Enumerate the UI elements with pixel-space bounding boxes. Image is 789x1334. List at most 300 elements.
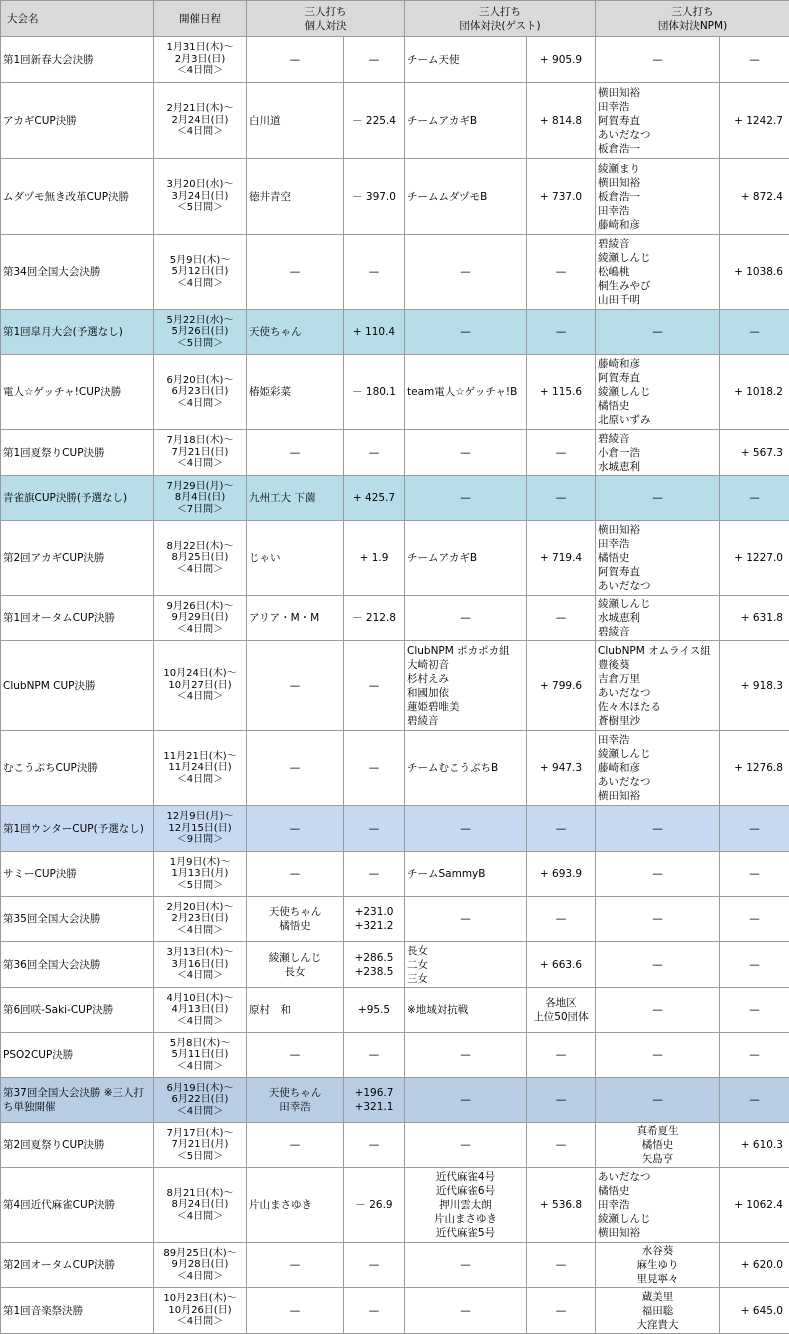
schedule-line: 10月24日(木)～ xyxy=(156,668,244,680)
guest-score-line: — xyxy=(529,912,593,926)
npm-score-cell xyxy=(720,731,789,806)
npm-members-line: 桐生みやび xyxy=(598,279,717,293)
guest-team-line: 碧綾音 xyxy=(407,714,524,728)
individual-player-cell xyxy=(247,235,344,310)
schedule-line: 7月21日(日) xyxy=(156,447,244,459)
npm-score-line: + 872.4 xyxy=(722,190,783,204)
tournament-name-cell: 第1回新春大会決勝 xyxy=(1,37,154,83)
tournament-name-cell: 第34回全国大会決勝 xyxy=(1,235,154,310)
individual-player-line: — xyxy=(249,1048,341,1062)
npm-score-line: — xyxy=(722,1003,787,1017)
npm-score-cell xyxy=(720,1078,789,1123)
npm-members-line: 綾瀬しんじ xyxy=(598,747,717,761)
individual-player-cell xyxy=(247,1243,344,1288)
schedule-line: 10月26日(日) xyxy=(156,1305,244,1317)
npm-members-line: 田幸浩 xyxy=(598,733,717,747)
npm-members-line: 綾瀬まり xyxy=(598,162,717,176)
schedule-line: 12月15日(日) xyxy=(156,823,244,835)
individual-score-line: — xyxy=(346,53,402,67)
table-row xyxy=(1,310,789,355)
schedule-line: 2月23日(日) xyxy=(156,913,244,925)
guest-score-line: — xyxy=(529,1048,593,1062)
individual-player-cell xyxy=(247,310,344,355)
guest-score-cell xyxy=(527,430,596,476)
individual-player-cell xyxy=(247,1168,344,1243)
npm-members-cell xyxy=(596,159,720,235)
npm-score-cell xyxy=(720,988,789,1033)
npm-members-line: 阿賀寿直 xyxy=(598,371,717,385)
schedule-line: 5月22日(水)～ xyxy=(156,315,244,327)
individual-player-cell xyxy=(247,731,344,806)
schedule-cell xyxy=(154,159,247,235)
table-row xyxy=(1,521,789,596)
npm-members-cell xyxy=(596,1033,720,1078)
individual-score-cell xyxy=(344,641,405,731)
guest-team-cell xyxy=(405,897,527,942)
npm-members-line: 藤崎和彦 xyxy=(598,761,717,775)
schedule-cell xyxy=(154,897,247,942)
header-tournament-name: 大会名 xyxy=(1,1,154,37)
npm-score-line: + 1038.6 xyxy=(722,265,783,279)
npm-score-cell xyxy=(720,897,789,942)
tournament-name-cell: 第35回全国大会決勝 xyxy=(1,897,154,942)
schedule-line: ＜5日間＞ xyxy=(156,1151,244,1163)
individual-score-cell xyxy=(344,235,405,310)
individual-player-line: 片山まさゆき xyxy=(249,1198,341,1212)
individual-player-line: — xyxy=(249,1138,341,1152)
schedule-line: 1月31日(木)～ xyxy=(156,42,244,54)
guest-team-line: チームむこうぶちB xyxy=(407,761,524,775)
npm-score-cell xyxy=(720,159,789,235)
schedule-line: 5月11日(日) xyxy=(156,1049,244,1061)
individual-player-line: — xyxy=(249,761,341,775)
table-row xyxy=(1,430,789,476)
npm-score-cell xyxy=(720,37,789,83)
schedule-line: ＜4日間＞ xyxy=(156,458,244,470)
npm-members-cell xyxy=(596,1123,720,1168)
npm-score-cell xyxy=(720,310,789,355)
npm-members-line: — xyxy=(598,867,717,881)
guest-score-line: — xyxy=(529,1093,593,1107)
guest-score-cell xyxy=(527,641,596,731)
guest-score-line: — xyxy=(529,1304,593,1318)
npm-score-line: + 1227.0 xyxy=(722,551,783,565)
npm-members-line: 藤崎和彦 xyxy=(598,357,717,371)
guest-team-line: チームSammyB xyxy=(407,867,524,881)
tournament-name-cell: 第1回皐月大会(予選なし) xyxy=(1,310,154,355)
schedule-line: ＜4日間＞ xyxy=(156,278,244,290)
individual-player-line: 天使ちゃん xyxy=(249,325,341,339)
guest-team-line: 近代麻雀4号 xyxy=(407,1170,524,1184)
individual-score-line: +321.2 xyxy=(346,919,402,933)
schedule-line: ＜5日間＞ xyxy=(156,880,244,892)
tournament-name-cell: ClubNPM CUP決勝 xyxy=(1,641,154,731)
guest-team-line: チームアカギB xyxy=(407,551,524,565)
guest-team-line: — xyxy=(407,822,524,836)
header-row xyxy=(1,1,789,37)
table-row xyxy=(1,83,789,159)
schedule-line: 7月29日(月)～ xyxy=(156,481,244,493)
guest-score-line: — xyxy=(529,1258,593,1272)
schedule-cell xyxy=(154,310,247,355)
schedule-line: 9月29日(日) xyxy=(156,612,244,624)
npm-members-line: 麻生ゆり xyxy=(598,1258,717,1272)
individual-player-cell xyxy=(247,159,344,235)
npm-members-line: あいだなつ xyxy=(598,1170,717,1184)
npm-score-cell xyxy=(720,641,789,731)
guest-score-cell xyxy=(527,731,596,806)
guest-score-cell xyxy=(527,159,596,235)
schedule-line: 6月20日(木)～ xyxy=(156,375,244,387)
npm-members-line: 田幸浩 xyxy=(598,100,717,114)
individual-player-cell xyxy=(247,596,344,641)
npm-members-line: 横田知裕 xyxy=(598,523,717,537)
table-row xyxy=(1,1243,789,1288)
individual-score-cell xyxy=(344,1033,405,1078)
individual-score-cell xyxy=(344,310,405,355)
individual-score-line: + 425.7 xyxy=(346,491,402,505)
individual-score-line: － 225.4 xyxy=(346,114,402,128)
npm-score-line: + 1242.7 xyxy=(722,114,783,128)
individual-score-line: － 397.0 xyxy=(346,190,402,204)
schedule-line: 8月22日(木)～ xyxy=(156,541,244,553)
individual-player-line: じゃい xyxy=(249,551,341,565)
npm-members-line: 佐々木ほたる xyxy=(598,700,717,714)
guest-score-line: + 663.6 xyxy=(529,958,593,972)
individual-score-cell xyxy=(344,596,405,641)
schedule-line: 11月24日(日) xyxy=(156,762,244,774)
npm-score-line: — xyxy=(722,1093,787,1107)
table-row xyxy=(1,1168,789,1243)
individual-player-line: 綾瀬しんじ xyxy=(249,951,341,965)
npm-members-cell xyxy=(596,988,720,1033)
schedule-cell xyxy=(154,1078,247,1123)
table-row xyxy=(1,37,789,83)
npm-members-line: — xyxy=(598,491,717,505)
individual-player-cell xyxy=(247,476,344,521)
individual-score-line: +238.5 xyxy=(346,965,402,979)
npm-score-cell xyxy=(720,355,789,430)
npm-members-line: 田幸浩 xyxy=(598,1198,717,1212)
schedule-line: 2月20日(木)～ xyxy=(156,902,244,914)
individual-score-cell xyxy=(344,806,405,852)
individual-score-line: + 110.4 xyxy=(346,325,402,339)
tournament-name-cell: 第2回オータムCUP決勝 xyxy=(1,1243,154,1288)
guest-team-cell xyxy=(405,942,527,988)
npm-score-cell xyxy=(720,1123,789,1168)
schedule-cell xyxy=(154,430,247,476)
npm-members-line: 横田知裕 xyxy=(598,1226,717,1240)
npm-members-line: 北原いずみ xyxy=(598,413,717,427)
header-team-guest xyxy=(405,1,596,37)
npm-members-cell xyxy=(596,430,720,476)
guest-team-line: 三女 xyxy=(407,972,524,986)
individual-score-cell xyxy=(344,1168,405,1243)
guest-team-line: — xyxy=(407,1258,524,1272)
table-row xyxy=(1,1033,789,1078)
individual-score-line: － 212.8 xyxy=(346,611,402,625)
tournament-name-cell: 電人☆ゲッチャ!CUP決勝 xyxy=(1,355,154,430)
schedule-line: 3月20日(水)～ xyxy=(156,179,244,191)
individual-player-line: — xyxy=(249,867,341,881)
guest-team-line: — xyxy=(407,1093,524,1107)
table-row xyxy=(1,852,789,897)
npm-members-line: 阿賀寿直 xyxy=(598,114,717,128)
npm-members-line: 真希夏生 xyxy=(598,1124,717,1138)
table-row xyxy=(1,942,789,988)
header-individual-line2: 個人対決 xyxy=(249,19,402,33)
individual-score-line: － 180.1 xyxy=(346,385,402,399)
tournament-name-cell: ムダヅモ無き改革CUP決勝 xyxy=(1,159,154,235)
guest-score-line: — xyxy=(529,822,593,836)
individual-score-line: — xyxy=(346,679,402,693)
individual-score-cell xyxy=(344,988,405,1033)
guest-score-cell xyxy=(527,852,596,897)
table-row xyxy=(1,897,789,942)
schedule-line: ＜4日間＞ xyxy=(156,1271,244,1283)
guest-team-cell xyxy=(405,235,527,310)
header-individual xyxy=(247,1,405,37)
individual-player-line: 椿姫彩菜 xyxy=(249,385,341,399)
npm-members-line: 水谷葵 xyxy=(598,1244,717,1258)
guest-team-line: ※地域対抗戦 xyxy=(407,1003,524,1017)
individual-score-line: — xyxy=(346,1304,402,1318)
npm-members-cell xyxy=(596,235,720,310)
schedule-line: 9月28日(日) xyxy=(156,1259,244,1271)
individual-score-line: +286.5 xyxy=(346,951,402,965)
table-row xyxy=(1,235,789,310)
guest-score-line: 各地区 xyxy=(529,996,593,1010)
individual-score-line: — xyxy=(346,1138,402,1152)
schedule-cell xyxy=(154,1123,247,1168)
individual-player-cell xyxy=(247,355,344,430)
guest-score-line: — xyxy=(529,446,593,460)
npm-score-cell xyxy=(720,521,789,596)
npm-score-line: — xyxy=(722,867,787,881)
npm-score-line: — xyxy=(722,1048,787,1062)
guest-score-cell xyxy=(527,596,596,641)
guest-team-line: チームアカギB xyxy=(407,114,524,128)
individual-player-line: — xyxy=(249,446,341,460)
individual-player-cell xyxy=(247,1123,344,1168)
individual-player-line: 九州工大 下薗 xyxy=(249,491,341,505)
npm-members-line: — xyxy=(598,325,717,339)
tournament-name-cell: 第2回アカギCUP決勝 xyxy=(1,521,154,596)
individual-player-line: — xyxy=(249,53,341,67)
schedule-cell xyxy=(154,355,247,430)
schedule-cell xyxy=(154,37,247,83)
schedule-cell xyxy=(154,942,247,988)
guest-team-cell xyxy=(405,159,527,235)
guest-score-cell xyxy=(527,897,596,942)
individual-player-cell xyxy=(247,430,344,476)
individual-score-line: +321.1 xyxy=(346,1100,402,1114)
npm-members-line: 横田知裕 xyxy=(598,86,717,100)
schedule-line: 5月12日(日) xyxy=(156,266,244,278)
guest-team-cell xyxy=(405,852,527,897)
guest-team-cell xyxy=(405,806,527,852)
schedule-line: 2月3日(日) xyxy=(156,54,244,66)
guest-team-cell xyxy=(405,310,527,355)
npm-members-line: 水城恵利 xyxy=(598,611,717,625)
guest-team-line: チームムダヅモB xyxy=(407,190,524,204)
guest-score-cell xyxy=(527,37,596,83)
individual-score-line: — xyxy=(346,761,402,775)
individual-player-cell xyxy=(247,1078,344,1123)
individual-player-line: — xyxy=(249,679,341,693)
guest-team-line: チーム天使 xyxy=(407,53,524,67)
guest-score-line: + 536.8 xyxy=(529,1198,593,1212)
schedule-line: ＜4日間＞ xyxy=(156,1061,244,1073)
npm-members-line: 橘悟史 xyxy=(598,551,717,565)
npm-members-line: 横田知裕 xyxy=(598,789,717,803)
table-row xyxy=(1,1078,789,1123)
guest-team-line: — xyxy=(407,491,524,505)
guest-score-cell xyxy=(527,310,596,355)
tournament-name-cell: アカギCUP決勝 xyxy=(1,83,154,159)
guest-team-line: — xyxy=(407,446,524,460)
header-team-guest-line1: 三人打ち xyxy=(407,5,593,19)
npm-score-line: + 620.0 xyxy=(722,1258,783,1272)
schedule-line: 2月24日(日) xyxy=(156,115,244,127)
tournament-name-cell: 青雀旗CUP決勝(予選なし) xyxy=(1,476,154,521)
npm-members-line: 橘悟史 xyxy=(598,399,717,413)
individual-player-cell xyxy=(247,806,344,852)
individual-player-cell xyxy=(247,83,344,159)
individual-player-line: — xyxy=(249,822,341,836)
schedule-line: ＜5日間＞ xyxy=(156,202,244,214)
npm-members-line: あいだなつ xyxy=(598,579,717,593)
schedule-line: ＜9日間＞ xyxy=(156,834,244,846)
schedule-line: 3月13日(木)～ xyxy=(156,947,244,959)
schedule-cell xyxy=(154,1033,247,1078)
schedule-cell xyxy=(154,1243,247,1288)
guest-score-cell xyxy=(527,1078,596,1123)
npm-members-line: ClubNPM オムライス組 xyxy=(598,644,717,658)
individual-score-cell xyxy=(344,731,405,806)
guest-team-cell xyxy=(405,731,527,806)
guest-team-line: 押川雲太朗 xyxy=(407,1198,524,1212)
table-row xyxy=(1,1123,789,1168)
guest-score-cell xyxy=(527,83,596,159)
npm-members-line: — xyxy=(598,822,717,836)
guest-team-line: — xyxy=(407,265,524,279)
tournament-name-cell: サミーCUP決勝 xyxy=(1,852,154,897)
npm-members-line: あいだなつ xyxy=(598,775,717,789)
individual-player-line: 天使ちゃん xyxy=(249,1086,341,1100)
guest-score-line: + 693.9 xyxy=(529,867,593,881)
npm-members-line: 板倉浩一 xyxy=(598,190,717,204)
tournament-name-cell: 第6回咲-Saki-CUP決勝 xyxy=(1,988,154,1033)
schedule-line: 8月21日(木)～ xyxy=(156,1188,244,1200)
guest-team-line: — xyxy=(407,325,524,339)
schedule-line: ＜4日間＞ xyxy=(156,398,244,410)
schedule-line: 9月26日(木)～ xyxy=(156,601,244,613)
schedule-line: 8月25日(日) xyxy=(156,552,244,564)
guest-score-line: + 737.0 xyxy=(529,190,593,204)
npm-score-cell xyxy=(720,83,789,159)
npm-members-line: 碧綾音 xyxy=(598,237,717,251)
individual-player-cell xyxy=(247,852,344,897)
individual-score-cell xyxy=(344,476,405,521)
npm-score-line: — xyxy=(722,822,787,836)
npm-members-line: 綾瀬しんじ xyxy=(598,385,717,399)
npm-members-line: — xyxy=(598,958,717,972)
guest-team-cell xyxy=(405,1123,527,1168)
tournament-name-cell: 第37回全国大会決勝 ※三人打ち単独開催 xyxy=(1,1078,154,1123)
npm-members-line: あいだなつ xyxy=(598,686,717,700)
npm-members-line: 水城恵利 xyxy=(598,460,717,474)
individual-score-line: — xyxy=(346,867,402,881)
table-row xyxy=(1,476,789,521)
npm-members-cell xyxy=(596,806,720,852)
individual-score-line: +196.7 xyxy=(346,1086,402,1100)
individual-score-cell xyxy=(344,1078,405,1123)
individual-score-cell xyxy=(344,37,405,83)
tournament-name-cell: 第2回夏祭りCUP決勝 xyxy=(1,1123,154,1168)
npm-score-cell xyxy=(720,852,789,897)
individual-player-cell xyxy=(247,988,344,1033)
guest-team-cell xyxy=(405,988,527,1033)
npm-members-line: 橘悟史 xyxy=(598,1138,717,1152)
npm-members-line: あいだなつ xyxy=(598,128,717,142)
npm-members-line: 福田聡 xyxy=(598,1304,717,1318)
header-team-npm xyxy=(596,1,789,37)
individual-player-line: 長女 xyxy=(249,965,341,979)
npm-score-line: + 645.0 xyxy=(722,1304,783,1318)
npm-members-cell xyxy=(596,942,720,988)
individual-score-line: — xyxy=(346,265,402,279)
guest-score-line: + 115.6 xyxy=(529,385,593,399)
tournament-name-cell: 第4回近代麻雀CUP決勝 xyxy=(1,1168,154,1243)
individual-player-line: 橘悟史 xyxy=(249,919,341,933)
individual-score-line: +95.5 xyxy=(346,1003,402,1017)
guest-score-cell xyxy=(527,521,596,596)
individual-player-line: 原村 和 xyxy=(249,1003,341,1017)
guest-score-cell xyxy=(527,235,596,310)
npm-score-line: + 1062.4 xyxy=(722,1198,783,1212)
schedule-cell xyxy=(154,852,247,897)
npm-members-cell xyxy=(596,37,720,83)
npm-members-cell xyxy=(596,1168,720,1243)
schedule-line: 7月21日(月) xyxy=(156,1139,244,1151)
schedule-line: 3月16日(日) xyxy=(156,959,244,971)
guest-team-line: 二女 xyxy=(407,958,524,972)
guest-team-cell xyxy=(405,355,527,430)
individual-player-line: — xyxy=(249,265,341,279)
schedule-line: 6月22日(日) xyxy=(156,1094,244,1106)
npm-members-line: — xyxy=(598,912,717,926)
schedule-cell xyxy=(154,476,247,521)
npm-members-line: 綾瀬しんじ xyxy=(598,1212,717,1226)
schedule-line: ＜4日間＞ xyxy=(156,1016,244,1028)
individual-score-cell xyxy=(344,521,405,596)
individual-player-cell xyxy=(247,897,344,942)
guest-score-cell xyxy=(527,1168,596,1243)
npm-score-line: + 1018.2 xyxy=(722,385,783,399)
npm-score-line: — xyxy=(722,912,787,926)
tournament-name-cell: 第36回全国大会決勝 xyxy=(1,942,154,988)
npm-members-line: 松嶋桃 xyxy=(598,265,717,279)
npm-members-line: — xyxy=(598,1003,717,1017)
npm-members-line: 田幸浩 xyxy=(598,204,717,218)
npm-members-cell xyxy=(596,521,720,596)
schedule-line: 1月13日(月) xyxy=(156,868,244,880)
guest-team-line: 近代麻雀6号 xyxy=(407,1184,524,1198)
npm-members-cell xyxy=(596,1078,720,1123)
header-team-guest-line2: 団体対決(ゲスト) xyxy=(407,19,593,33)
individual-score-cell xyxy=(344,355,405,430)
